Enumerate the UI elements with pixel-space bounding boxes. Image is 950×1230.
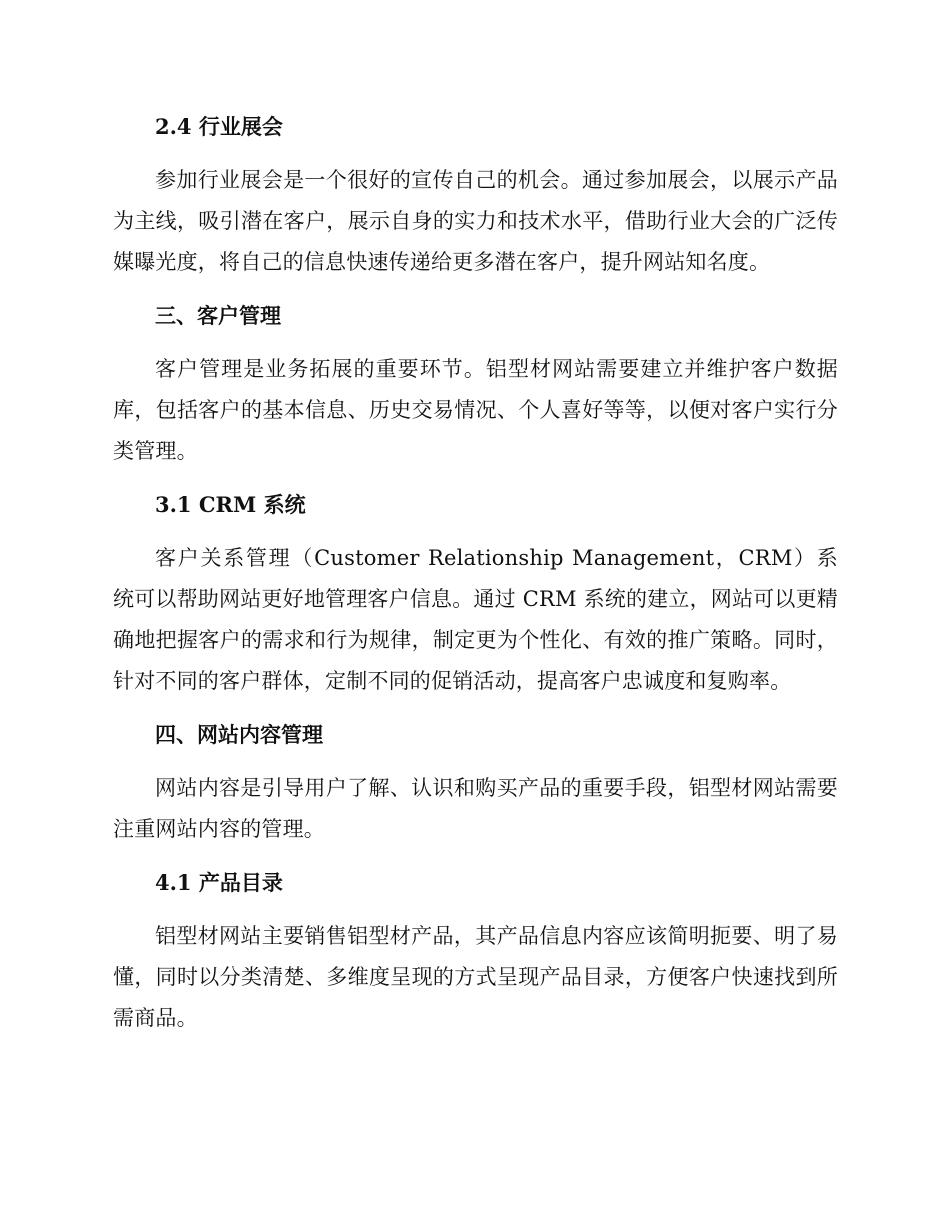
section-paragraph-3-1: 客户关系管理（Customer Relationship Management，CRM）系统可以帮助网站更好地管理客户信息。通过 CRM 系统的建立，网站可以更精确地把握客户的需求和行为规律，制定更为个性化、有效的推广策略。同时，针对不同的客户群体，定制不同的促销活动，提高客户忠诚度和复购率。 — [113, 546, 838, 693]
section-heading-4: 四、网站内容管理 — [155, 722, 323, 747]
document-body — [113, 104, 838, 1039]
section-paragraph-3: 客户管理是业务拓展的重要环节。铝型材网站需要建立并维护客户数据库，包括客户的基本信息、历史交易情况、个人喜好等等，以便对客户实行分类管理。 — [113, 357, 838, 463]
section-paragraph-4: 网站内容是引导用户了解、认识和购买产品的重要手段，铝型材网站需要注重网站内容的管理。 — [113, 776, 838, 841]
section-heading-3-1: 3.1 CRM 系统 — [155, 492, 306, 517]
section-heading-4-1: 4.1 产品目录 — [155, 870, 283, 895]
section-paragraph-2-4: 参加行业展会是一个很好的宣传自己的机会。通过参加展会，以展示产品为主线，吸引潜在客户，展示自身的实力和技术水平，借助行业大会的广泛传媒曝光度，将自己的信息快速传递给更多潜在客户，提升网站知名度。 — [113, 168, 838, 274]
section-paragraph-4-1: 铝型材网站主要销售铝型材产品，其产品信息内容应该简明扼要、明了易懂，同时以分类清楚、多维度呈现的方式呈现产品目录，方便客户快速找到所需商品。 — [113, 924, 838, 1030]
section-heading-3: 三、客户管理 — [155, 303, 281, 328]
section-heading-2-4: 2.4 行业展会 — [155, 114, 283, 139]
